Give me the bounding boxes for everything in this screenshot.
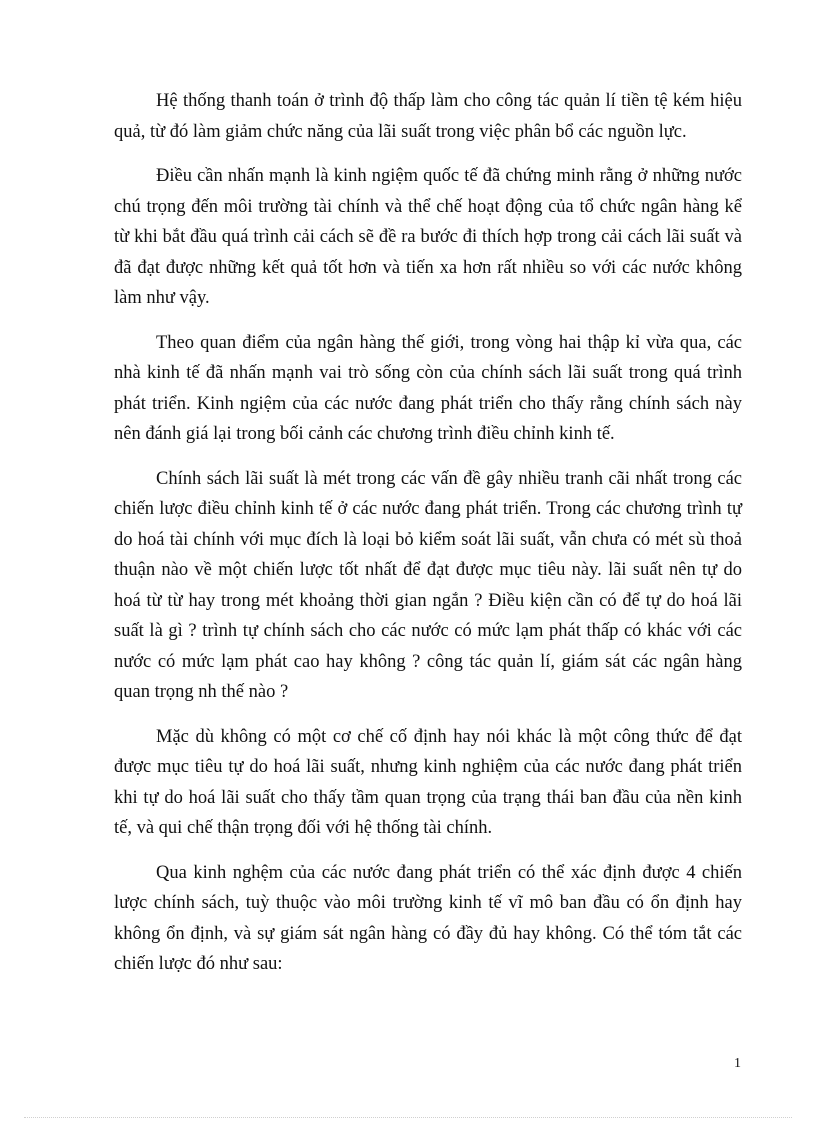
paragraph: Mặc dù không có một cơ chế cố định hay nói khác là một công thức để đạt được mục tiêu tự do hoá lãi suất, nhưng kinh nghiệm của các nước đang phát triển khi tự do hoá lãi suất cho thấy tầm quan trọng của trạng thái ban đầu của nền kinh tế, và qui chế thận trọng đối với hệ thống tài chính. xyxy=(114,726,742,838)
document-body xyxy=(114,86,742,994)
paragraph: Điều cần nhấn mạnh là kinh ngiệm quốc tế đã chứng minh rằng ở những nước chú trọng đến môi trường tài chính và thể chế hoạt động của tổ chức ngân hàng kể từ khi bắt đầu quá trình cải cách sẽ đề ra bước đi thích hợp trong cải cách lãi suất và đã đạt được những kết quả tốt hơn và tiến xa hơn rất nhiều so với các nước không làm như vậy. xyxy=(114,166,742,308)
paragraph: Hệ thống thanh toán ở trình độ thấp làm cho công tác quản lí tiền tệ kém hiệu quả, từ đó làm giảm chức năng của lãi suất trong việc phân bổ các nguồn lực. xyxy=(114,91,742,142)
page-bottom-divider xyxy=(24,1117,792,1118)
paragraph: Qua kinh nghệm của các nước đang phát triển có thể xác định được 4 chiến lược chính sách, tuỳ thuộc vào môi trường kinh tế vĩ mô ban đầu có ổn định hay không ổn định, và sự giám sát ngân hàng có đầy đủ hay không. Có thể tóm tắt các chiến lược đó như sau: xyxy=(114,862,742,974)
paragraph: Chính sách lãi suất là mét trong các vấn đề gây nhiều tranh cãi nhất trong các chiến lược điều chỉnh kinh tế ở các nước đang phát triển. Trong các chương trình tự do hoá tài chính với mục đích là loại bỏ kiểm soát lãi suất, vẫn chưa có mét sù thoả thuận nào về một chiến lược tốt nhất để đạt được mục tiêu này. lãi suất nên tự do hoá từ từ hay trong mét khoảng thời gian ngắn ? Điều kiện cần có để tự do hoá lãi suất là gì ? trình tự chính sách cho các nước có mức lạm phát thấp có khác với các nước có mức lạm phát cao hay không ? công tác quản lí, giám sát các ngân hàng quan trọng nh thế nào ? xyxy=(114,468,742,702)
paragraph: Theo quan điểm của ngân hàng thế giới, trong vòng hai thập kỉ vừa qua, các nhà kinh tế đã nhấn mạnh vai trò sống còn của chính sách lãi suất trong quá trình phát triển. Kinh ngiệm của các nước đang phát triển cho thấy rằng chính sách này nên đánh giá lại trong bối cảnh các chương trình điều chỉnh kinh tế. xyxy=(114,332,742,444)
page-number: 1 xyxy=(734,1056,741,1071)
